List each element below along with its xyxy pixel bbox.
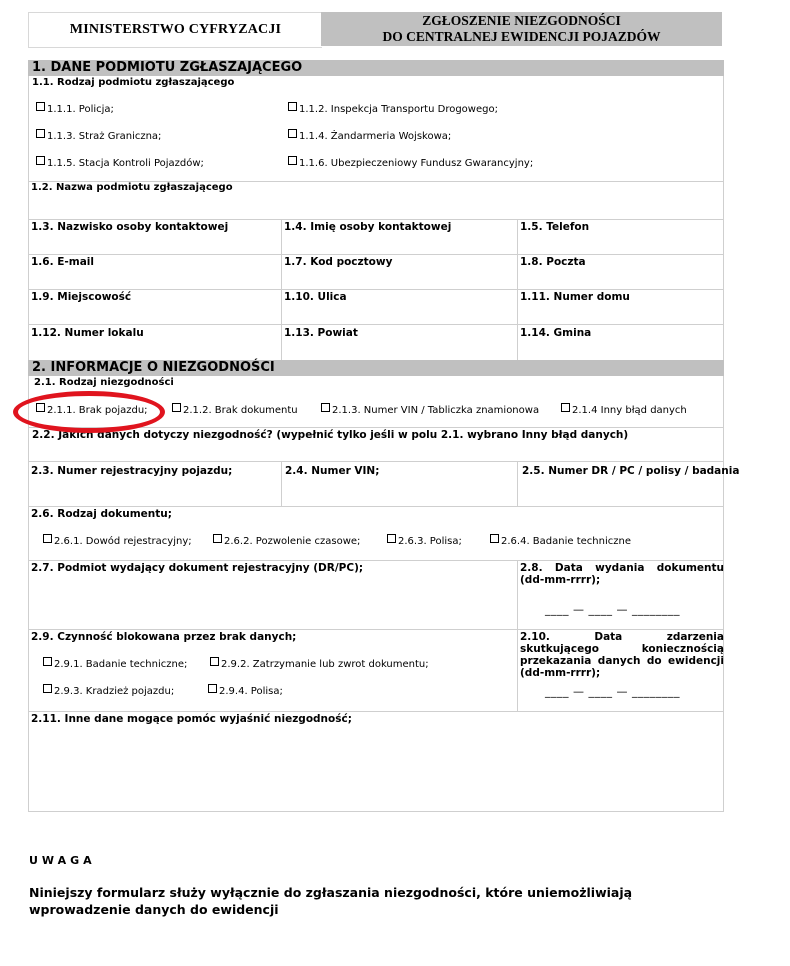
option-2-9-3[interactable] (43, 685, 174, 697)
field-1-1-label: 1.1. Rodzaj podmiotu zgłaszającego (32, 77, 235, 88)
field-2-10-label: 2.10. Data zdarzenia skutkującego koniecznością przekazania danych do ewidencji (dd-mm-rrrr); (520, 631, 724, 679)
column-divider (517, 560, 518, 711)
section1-header: 1. DANE PODMIOTU ZGŁASZAJĄCEGO (28, 60, 724, 76)
option-label: 2.9.2. Zatrzymanie lub zwrot dokumentu; (221, 659, 429, 670)
divider (28, 629, 724, 630)
option-label: 1.1.1. Policja; (47, 104, 114, 115)
option-label: 2.6.3. Polisa; (398, 536, 462, 547)
field-2-8-label: 2.8. Data wydania dokumentu (dd-mm-rrrr); (520, 562, 724, 586)
option-1-1-3[interactable] (36, 130, 161, 142)
option-label: 1.1.6. Ubezpieczeniowy Fundusz Gwarancyjny; (299, 158, 534, 169)
ministry-name: MINISTERSTWO CYFRYZACJI (28, 12, 322, 48)
field-2-2-label: 2.2. Jakich danych dotyczy niezgodność? (wypełnić tylko jeśli w polu 2.1. wybrano Inny błąd danych) (32, 429, 629, 441)
field-1-2-label: 1.2. Nazwa podmiotu zgłaszającego (31, 182, 233, 193)
field-2-7-label: 2.7. Podmiot wydający dokument rejestracyjny (DR/PC); (31, 562, 364, 574)
checkbox-icon[interactable] (288, 156, 297, 165)
option-label: 2.1.3. Numer VIN / Tabliczka znamionowa (332, 405, 540, 416)
field-2-6-label: 2.6. Rodzaj dokumentu; (31, 508, 172, 520)
checkbox-icon[interactable] (208, 684, 217, 693)
field-1-4-label: 1.4. Imię osoby kontaktowej (284, 221, 452, 233)
column-divider (517, 461, 518, 506)
option-label: 2.6.2. Pozwolenie czasowe; (224, 536, 361, 547)
checkbox-icon[interactable] (321, 403, 330, 412)
field-1-13-label: 1.13. Powiat (284, 327, 358, 339)
date-field-2-10[interactable]: ____ — ____ — ________ (545, 685, 680, 698)
divider (28, 461, 724, 462)
option-label: 1.1.4. Żandarmeria Wojskowa; (299, 131, 452, 142)
field-2-3-label: 2.3. Numer rejestracyjny pojazdu; (31, 465, 233, 477)
option-1-1-2[interactable] (288, 103, 498, 115)
option-2-9-4[interactable] (208, 685, 283, 697)
checkbox-icon[interactable] (43, 684, 52, 693)
option-label: 2.1.2. Brak dokumentu (183, 405, 298, 416)
option-1-1-5[interactable] (36, 157, 204, 169)
column-divider (517, 219, 518, 360)
checkbox-icon[interactable] (43, 534, 52, 543)
form-title-line2: DO CENTRALNEJ EWIDENCJI POJAZDÓW (382, 29, 661, 44)
divider (28, 289, 724, 290)
field-1-7-label: 1.7. Kod pocztowy (284, 256, 393, 268)
form-title-line1: ZGŁOSZENIE NIEZGODNOŚCI (422, 13, 621, 28)
field-1-9-label: 1.9. Miejscowość (31, 291, 132, 303)
option-2-6-4[interactable] (490, 535, 631, 547)
field-1-14-label: 1.14. Gmina (520, 327, 592, 339)
checkbox-icon[interactable] (387, 534, 396, 543)
checkbox-icon[interactable] (490, 534, 499, 543)
option-2-6-2[interactable] (213, 535, 360, 547)
note-text: Niniejszy formularz służy wyłącznie do zgłaszania niezgodności, które uniemożliwiają wprowadzenie danych do ewidencji (29, 885, 633, 917)
column-divider (281, 461, 282, 506)
checkbox-icon[interactable] (36, 156, 45, 165)
checkbox-icon[interactable] (561, 403, 570, 412)
field-1-3-label: 1.3. Nazwisko osoby kontaktowej (31, 221, 229, 233)
option-label: 2.9.4. Polisa; (219, 686, 283, 697)
note-title: UWAGA (29, 854, 96, 867)
field-2-11-label: 2.11. Inne dane mogące pomóc wyjaśnić niezgodność; (31, 713, 352, 725)
option-label: 2.1.4 Inny błąd danych (572, 405, 687, 416)
option-1-1-1[interactable] (36, 103, 114, 115)
option-label: 1.1.5. Stacja Kontroli Pojazdów; (47, 158, 204, 169)
divider (28, 324, 724, 325)
option-label: 2.6.4. Badanie techniczne (501, 536, 631, 547)
option-label: 1.1.3. Straż Graniczna; (47, 131, 162, 142)
field-1-10-label: 1.10. Ulica (284, 291, 347, 303)
option-label: 1.1.2. Inspekcja Transportu Drogowego; (299, 104, 498, 115)
field-1-5-label: 1.5. Telefon (520, 221, 590, 233)
option-label: 2.9.3. Kradzież pojazdu; (54, 686, 175, 697)
checkbox-icon[interactable] (36, 129, 45, 138)
section2-header: 2. INFORMACJE O NIEZGODNOŚCI (28, 360, 724, 376)
checkbox-icon[interactable] (43, 657, 52, 666)
option-1-1-4[interactable] (288, 130, 451, 142)
checkbox-icon[interactable] (36, 102, 45, 111)
divider (28, 254, 724, 255)
option-2-1-3[interactable] (321, 404, 539, 416)
option-label: 2.6.1. Dowód rejestracyjny; (54, 536, 192, 547)
divider (28, 506, 724, 507)
field-1-11-label: 1.11. Numer domu (520, 291, 630, 303)
option-2-1-2[interactable] (172, 404, 298, 416)
option-label: 2.9.1. Badanie techniczne; (54, 659, 188, 670)
divider (28, 219, 724, 220)
highlight-ellipse (13, 391, 165, 433)
field-2-11-input-area[interactable] (29, 727, 723, 811)
divider (28, 560, 724, 561)
field-2-5-label: 2.5. Numer DR / PC / polisy / badania (522, 465, 740, 477)
option-2-9-2[interactable] (210, 658, 429, 670)
column-divider (281, 219, 282, 360)
field-2-9-label: 2.9. Czynność blokowana przez brak danych; (31, 631, 297, 643)
checkbox-icon[interactable] (213, 534, 222, 543)
option-2-1-4[interactable] (561, 404, 687, 416)
option-2-9-1[interactable] (43, 658, 187, 670)
option-2-6-3[interactable] (387, 535, 462, 547)
option-1-1-6[interactable] (288, 157, 533, 169)
field-2-1-label: 2.1. Rodzaj niezgodności (34, 377, 174, 388)
checkbox-icon[interactable] (288, 129, 297, 138)
field-1-12-label: 1.12. Numer lokalu (31, 327, 144, 339)
field-1-8-label: 1.8. Poczta (520, 256, 586, 268)
option-2-6-1[interactable] (43, 535, 192, 547)
field-1-6-label: 1.6. E-mail (31, 256, 94, 268)
divider (28, 711, 724, 712)
date-field-2-8[interactable]: ____ — ____ — ________ (545, 603, 680, 616)
checkbox-icon[interactable] (172, 403, 181, 412)
field-2-4-label: 2.4. Numer VIN; (285, 465, 380, 477)
option-label: 2.1.1. Brak pojazdu; (47, 405, 148, 416)
checkbox-icon[interactable] (288, 102, 297, 111)
checkbox-icon[interactable] (210, 657, 219, 666)
form-title (321, 12, 722, 46)
